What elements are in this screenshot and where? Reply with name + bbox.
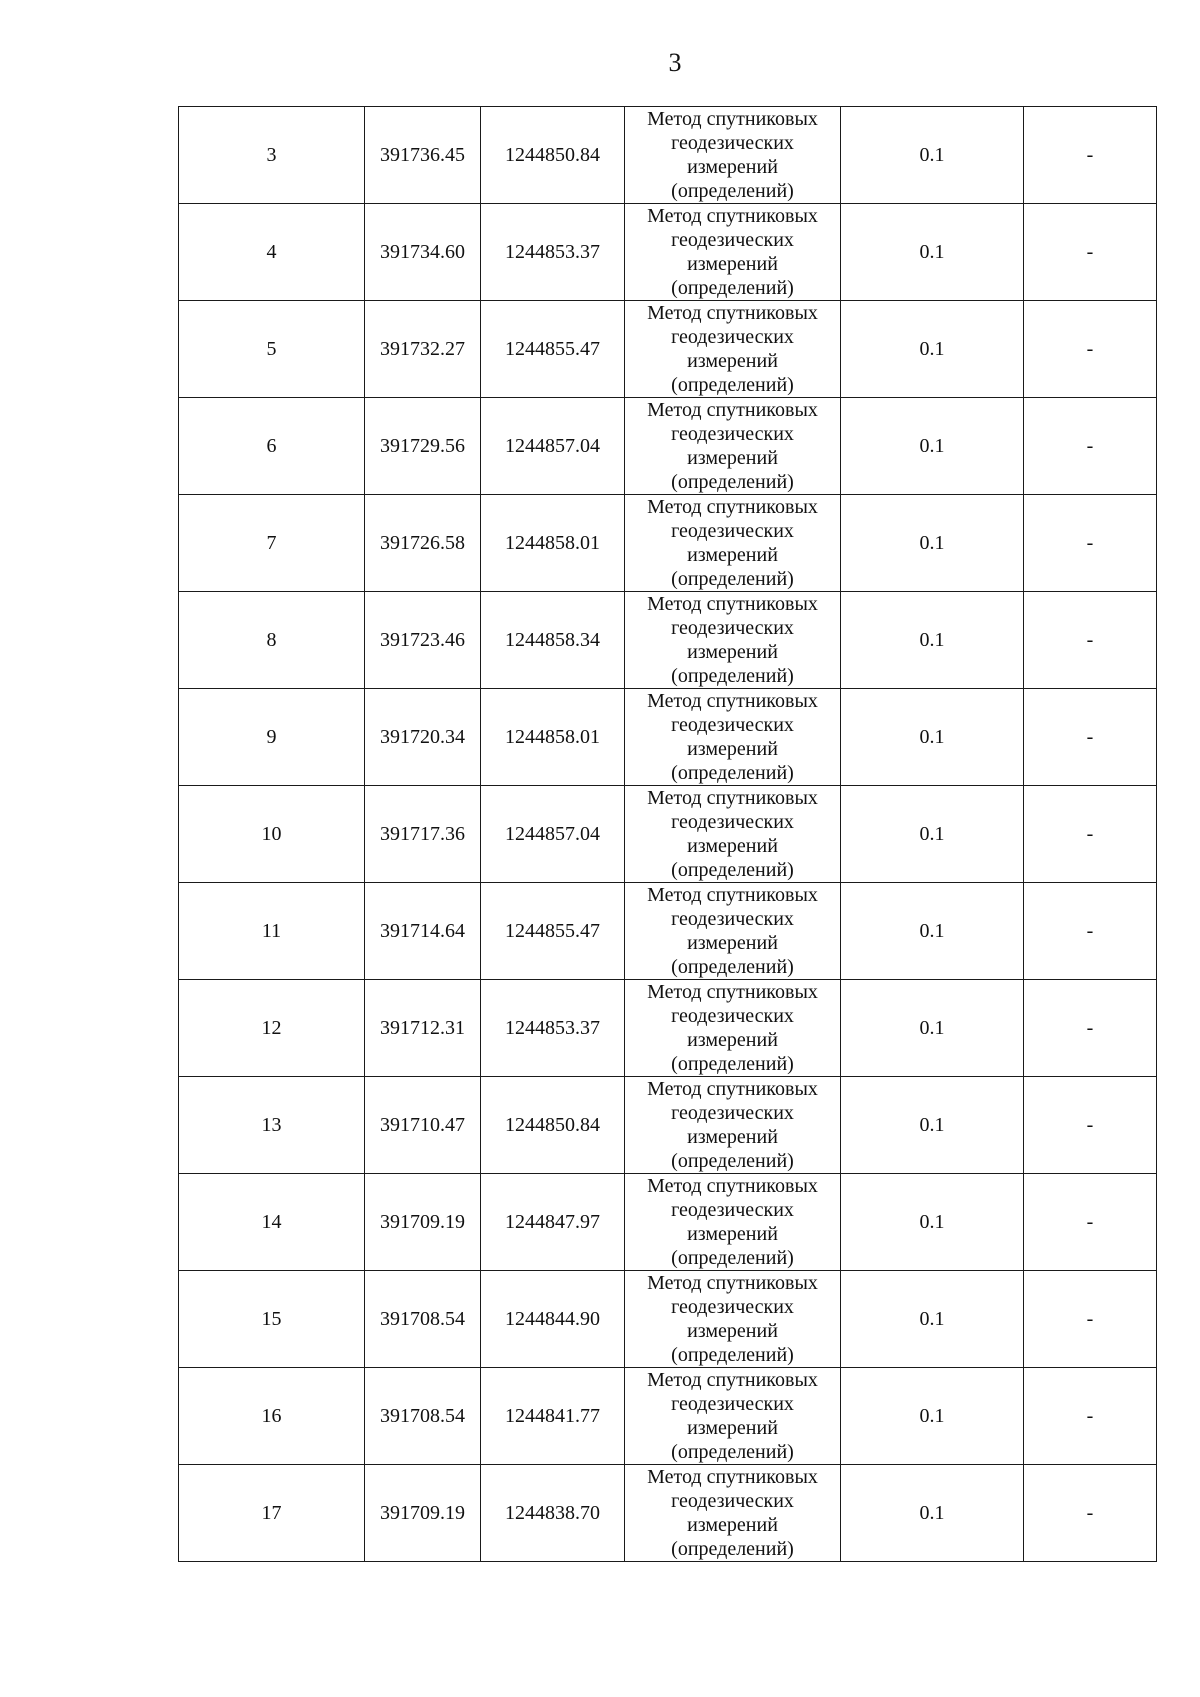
- y-coordinate-cell: 1244858.34: [481, 592, 625, 689]
- y-coordinate-cell: 1244857.04: [481, 786, 625, 883]
- method-text: Метод спутниковых геодезических измерений (определений): [647, 787, 818, 881]
- method-text: Метод спутниковых геодезических измерений (определений): [647, 884, 818, 978]
- method-text: Метод спутниковых геодезических измерений (определений): [647, 1466, 818, 1560]
- method-text: Метод спутниковых геодезических измерений (определений): [647, 108, 818, 202]
- method-text: Метод спутниковых геодезических измерений (определений): [647, 981, 818, 1075]
- note-cell: -: [1024, 689, 1157, 786]
- accuracy-cell: 0.1: [841, 301, 1024, 398]
- note-cell: -: [1024, 398, 1157, 495]
- x-coordinate-cell: 391723.46: [365, 592, 481, 689]
- accuracy-cell: 0.1: [841, 689, 1024, 786]
- table-row: [179, 1465, 1157, 1562]
- method-cell: [625, 689, 841, 786]
- accuracy-cell: 0.1: [841, 107, 1024, 204]
- y-coordinate-cell: 1244850.84: [481, 1077, 625, 1174]
- note-cell: -: [1024, 1465, 1157, 1562]
- method-cell: [625, 1174, 841, 1271]
- method-text: Метод спутниковых геодезических измерений (определений): [647, 1369, 818, 1463]
- method-cell: [625, 1271, 841, 1368]
- x-coordinate-cell: 391710.47: [365, 1077, 481, 1174]
- note-cell: -: [1024, 1271, 1157, 1368]
- x-coordinate-cell: 391717.36: [365, 786, 481, 883]
- accuracy-cell: 0.1: [841, 592, 1024, 689]
- accuracy-cell: 0.1: [841, 1174, 1024, 1271]
- page-number: 3: [668, 48, 682, 77]
- x-coordinate-cell: 391732.27: [365, 301, 481, 398]
- table-row: [179, 1368, 1157, 1465]
- method-text: Метод спутниковых геодезических измерений (определений): [647, 399, 818, 493]
- table-row: [179, 1077, 1157, 1174]
- y-coordinate-cell: 1244855.47: [481, 883, 625, 980]
- point-number-cell: 7: [179, 495, 365, 592]
- method-cell: [625, 1077, 841, 1174]
- note-cell: -: [1024, 592, 1157, 689]
- method-text: Метод спутниковых геодезических измерений (определений): [647, 1272, 818, 1366]
- y-coordinate-cell: 1244853.37: [481, 980, 625, 1077]
- y-coordinate-cell: 1244853.37: [481, 204, 625, 301]
- method-cell: [625, 1465, 841, 1562]
- x-coordinate-cell: 391708.54: [365, 1368, 481, 1465]
- table-row: [179, 1271, 1157, 1368]
- method-text: Метод спутниковых геодезических измерений (определений): [647, 205, 818, 299]
- coordinates-table: [178, 106, 1157, 1562]
- table-row: [179, 883, 1157, 980]
- method-text: Метод спутниковых геодезических измерений (определений): [647, 302, 818, 396]
- table-row: [179, 204, 1157, 301]
- accuracy-cell: 0.1: [841, 786, 1024, 883]
- table-row: [179, 107, 1157, 204]
- accuracy-cell: 0.1: [841, 204, 1024, 301]
- table-row: [179, 980, 1157, 1077]
- accuracy-cell: 0.1: [841, 398, 1024, 495]
- y-coordinate-cell: 1244841.77: [481, 1368, 625, 1465]
- y-coordinate-cell: 1244850.84: [481, 107, 625, 204]
- note-cell: -: [1024, 1174, 1157, 1271]
- method-text: Метод спутниковых геодезических измерений (определений): [647, 690, 818, 784]
- y-coordinate-cell: 1244838.70: [481, 1465, 625, 1562]
- coordinates-table-body: [179, 107, 1157, 1562]
- method-cell: [625, 592, 841, 689]
- point-number-cell: 16: [179, 1368, 365, 1465]
- method-text: Метод спутниковых геодезических измерений (определений): [647, 1078, 818, 1172]
- point-number-cell: 5: [179, 301, 365, 398]
- y-coordinate-cell: 1244855.47: [481, 301, 625, 398]
- note-cell: -: [1024, 204, 1157, 301]
- y-coordinate-cell: 1244858.01: [481, 689, 625, 786]
- note-cell: -: [1024, 301, 1157, 398]
- point-number-cell: 15: [179, 1271, 365, 1368]
- accuracy-cell: 0.1: [841, 883, 1024, 980]
- accuracy-cell: 0.1: [841, 1368, 1024, 1465]
- accuracy-cell: 0.1: [841, 1077, 1024, 1174]
- method-cell: [625, 883, 841, 980]
- method-cell: [625, 204, 841, 301]
- point-number-cell: 17: [179, 1465, 365, 1562]
- table-row: [179, 786, 1157, 883]
- x-coordinate-cell: 391714.64: [365, 883, 481, 980]
- accuracy-cell: 0.1: [841, 495, 1024, 592]
- method-cell: [625, 980, 841, 1077]
- point-number-cell: 10: [179, 786, 365, 883]
- x-coordinate-cell: 391736.45: [365, 107, 481, 204]
- x-coordinate-cell: 391726.58: [365, 495, 481, 592]
- table-row: [179, 592, 1157, 689]
- accuracy-cell: 0.1: [841, 1271, 1024, 1368]
- point-number-cell: 11: [179, 883, 365, 980]
- table-row: [179, 495, 1157, 592]
- point-number-cell: 12: [179, 980, 365, 1077]
- point-number-cell: 3: [179, 107, 365, 204]
- point-number-cell: 14: [179, 1174, 365, 1271]
- accuracy-cell: 0.1: [841, 980, 1024, 1077]
- method-cell: [625, 398, 841, 495]
- point-number-cell: 4: [179, 204, 365, 301]
- note-cell: -: [1024, 495, 1157, 592]
- accuracy-cell: 0.1: [841, 1465, 1024, 1562]
- method-cell: [625, 1368, 841, 1465]
- y-coordinate-cell: 1244847.97: [481, 1174, 625, 1271]
- point-number-cell: 9: [179, 689, 365, 786]
- table-row: [179, 301, 1157, 398]
- method-cell: [625, 107, 841, 204]
- point-number-cell: 8: [179, 592, 365, 689]
- point-number-cell: 13: [179, 1077, 365, 1174]
- y-coordinate-cell: 1244857.04: [481, 398, 625, 495]
- y-coordinate-cell: 1244844.90: [481, 1271, 625, 1368]
- x-coordinate-cell: 391720.34: [365, 689, 481, 786]
- method-text: Метод спутниковых геодезических измерений (определений): [647, 496, 818, 590]
- x-coordinate-cell: 391708.54: [365, 1271, 481, 1368]
- note-cell: -: [1024, 1368, 1157, 1465]
- method-cell: [625, 301, 841, 398]
- table-row: [179, 1174, 1157, 1271]
- table-row: [179, 689, 1157, 786]
- method-cell: [625, 495, 841, 592]
- note-cell: -: [1024, 883, 1157, 980]
- table-row: [179, 398, 1157, 495]
- y-coordinate-cell: 1244858.01: [481, 495, 625, 592]
- x-coordinate-cell: 391712.31: [365, 980, 481, 1077]
- x-coordinate-cell: 391709.19: [365, 1174, 481, 1271]
- note-cell: -: [1024, 1077, 1157, 1174]
- x-coordinate-cell: 391709.19: [365, 1465, 481, 1562]
- x-coordinate-cell: 391729.56: [365, 398, 481, 495]
- method-text: Метод спутниковых геодезических измерений (определений): [647, 1175, 818, 1269]
- method-cell: [625, 786, 841, 883]
- note-cell: -: [1024, 107, 1157, 204]
- note-cell: -: [1024, 786, 1157, 883]
- x-coordinate-cell: 391734.60: [365, 204, 481, 301]
- point-number-cell: 6: [179, 398, 365, 495]
- note-cell: -: [1024, 980, 1157, 1077]
- method-text: Метод спутниковых геодезических измерений (определений): [647, 593, 818, 687]
